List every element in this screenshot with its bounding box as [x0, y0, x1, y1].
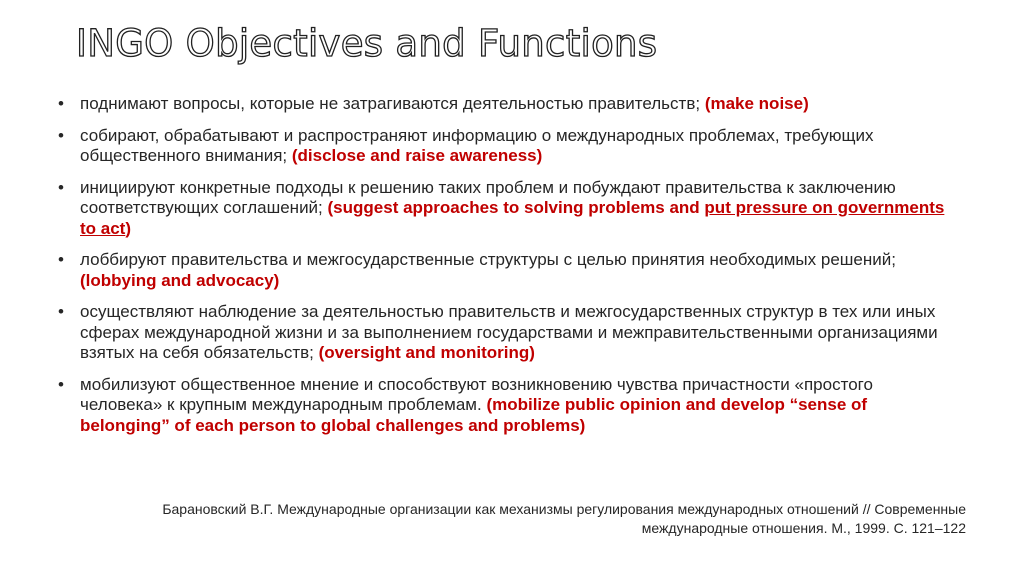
bullet-text-ru: инициируют конкретные подходы к решению таких проблем и побуждают правительства к заключению соответствующих соглашений; — [80, 177, 896, 217]
bullet-text-en: (suggest approaches to solving problems and — [327, 198, 705, 217]
bullet-text-ru: мобилизуют общественное мнение и способствуют возникновению чувства причастности «простого человека» к крупным международным проблемам. — [80, 374, 873, 414]
bullet-item — [58, 126, 958, 167]
reference-line-1: Барановский В.Г. Международные организации как механизмы регулирования международных отношений // Современные — [162, 501, 966, 517]
bullet-text-en: (oversight and monitoring) — [318, 343, 535, 362]
bullet-text-ru: поднимают вопросы, которые не затрагиваются деятельностью правительств; — [80, 94, 705, 113]
bullet-item — [58, 375, 958, 437]
bullet-icon: • — [58, 94, 64, 113]
bullet-text-ru: лоббируют правительства и межгосударственные структуры с целью принятия необходимых решений; — [80, 250, 896, 269]
bullet-text-ru: собирают, обрабатывают и распространяют информацию о международных проблемах, требующих общественного внимания; — [80, 125, 874, 165]
bullet-item — [58, 94, 958, 115]
slide-title: INGO Objectives and Functions — [76, 22, 658, 65]
bullet-icon: • — [58, 374, 64, 394]
bullet-icon: • — [58, 177, 64, 197]
bullet-icon: • — [58, 125, 64, 145]
bullet-text-en: (mobilize public opinion and develop “sense of belonging” of each person to global challenges and problems) — [80, 395, 868, 435]
bullet-icon: • — [58, 302, 64, 321]
reference-citation — [40, 500, 966, 538]
reference-line-2: международные отношения. М., 1999. С. 121–122 — [641, 520, 966, 536]
bullet-item — [58, 178, 958, 240]
bullet-item — [58, 302, 958, 364]
bullet-text-ru: осуществляют наблюдение за деятельностью правительств и межгосударственных структур в тех или иных сферах международной жизни и за выполнением государствами и межправительственными организациями взятых на себя обязательств; — [80, 302, 938, 362]
bullet-text-en-underlined: put pressure on governments to act — [80, 198, 945, 238]
bullet-text-en: (make noise) — [704, 94, 809, 113]
bullet-text-en: (disclose and raise awareness) — [291, 146, 543, 165]
bullet-item — [58, 250, 958, 291]
bullet-text-en: (lobbying and advocacy) — [80, 270, 280, 290]
bullet-text-en-close: ) — [125, 218, 132, 238]
bullet-icon: • — [58, 250, 64, 269]
bullet-list — [58, 94, 958, 447]
